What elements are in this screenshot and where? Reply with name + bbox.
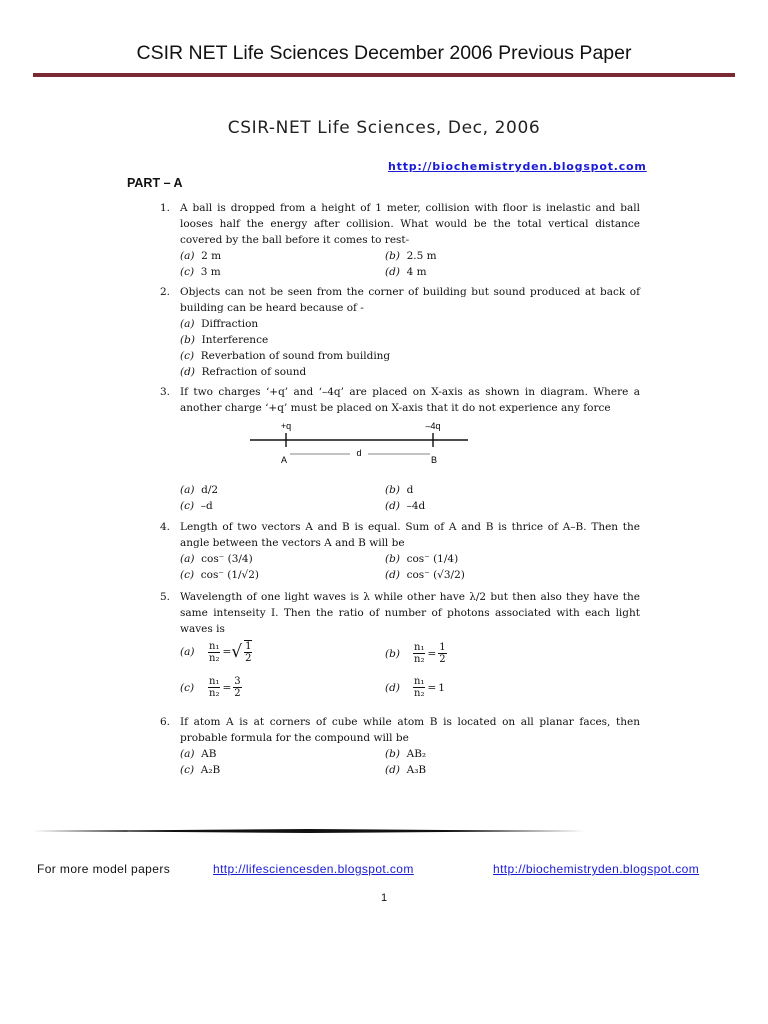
question-5 [160, 589, 640, 637]
option-a: (a) cos⁻ (3/4) [180, 553, 253, 565]
option-b: (b) AB₂ [385, 748, 427, 760]
option-d: (d) –4d [385, 500, 426, 512]
option-b: (b) cos⁻ (1/4) [385, 553, 459, 565]
option-d: (d) $\frac{\text{n₁}}{\text{n₂}}$ = 1 [385, 676, 445, 699]
footer-rule [33, 829, 585, 833]
question-number: 3. [160, 386, 171, 398]
question-3 [160, 384, 640, 416]
question-text: Objects can not be seen from the corner of building but sound produced at back of building can be heard because of - [180, 286, 640, 314]
footer-link-biochemistry [493, 862, 699, 876]
footer-label: For more model papers [37, 862, 171, 876]
page-number: 1 [380, 892, 388, 904]
question-number: 2. [160, 286, 171, 298]
option-c: (c) A₂B [180, 764, 221, 776]
question-text: If two charges ‘+q’ and ‘–4q’ are placed on X-axis as shown in diagram. Where a another charge ‘+q’ must be placed on X-axis that it do not experience any force [180, 386, 640, 414]
option-b: (b) 2.5 m [385, 250, 437, 262]
option-b: (b) Interference [180, 334, 269, 346]
question-text: Wavelength of one light waves is λ while other have λ/2 but then also they have the same intenseity I. Then the ratio of number of photons associated with each light waves is [180, 591, 640, 635]
document-title: CSIR-NET Life Sciences, Dec, 2006 [227, 118, 541, 138]
right-charge-label: –4q [425, 421, 441, 431]
option-c: (c) 3 m [180, 266, 221, 278]
question-text: Length of two vectors A and B is equal. Sum of A and B is thrice of A–B. Then the angle between the vectors A and B will be [180, 521, 640, 549]
option-c: (c) Reverbation of sound from building [180, 350, 391, 362]
options [180, 316, 640, 380]
question-4 [160, 519, 640, 583]
option-b: (b) d [385, 484, 414, 496]
point-a-label: A [280, 455, 288, 465]
lifesciences-link[interactable]: http://lifesciencesden.blogspot.com [213, 862, 414, 876]
option-b: (b) $\frac{\text{n₁}}{\text{n₂}}$ = $\frac{1}{2}$ [385, 642, 446, 665]
options [180, 746, 640, 778]
option-a: (a) d/2 [180, 484, 219, 496]
options [180, 551, 640, 583]
option-d: (d) cos⁻ (√3/2) [385, 569, 465, 581]
option-c: (c) –d [180, 500, 213, 512]
option-a: (a) 2 m [180, 250, 222, 262]
option-d: (d) Refraction of sound [180, 366, 307, 378]
part-heading: PART – A [127, 176, 183, 190]
header-rule [33, 73, 735, 77]
charge-diagram [250, 418, 470, 468]
question-number: 5. [160, 591, 171, 603]
question-6 [160, 714, 640, 778]
question-text: If atom A is at corners of cube while atom B is located on all planar faces, then probable formula for the compound will be [180, 716, 640, 744]
options [180, 482, 640, 514]
header-title: CSIR NET Life Sciences December 2006 Previous Paper [136, 42, 632, 64]
option-c: (c) cos⁻ (1/√2) [180, 569, 260, 581]
option-c: (c) $\frac{\text{n₁}}{\text{n₂}}$ = $\frac{3}{2}$ [180, 676, 241, 699]
option-d: (d) 4 m [385, 266, 427, 278]
point-b-label: B [430, 455, 438, 465]
left-charge-label: +q [280, 421, 292, 431]
biochemistry-link[interactable]: http://biochemistryden.blogspot.com [493, 862, 700, 876]
question-2 [160, 284, 640, 380]
question-number: 6. [160, 716, 171, 728]
distance-label: d [356, 448, 362, 458]
question-text: A ball is dropped from a height of 1 meter, collision with floor is inelastic and ball looses half the energy after collision. What would be the total vertical distance covered by the ball before it comes to rest- [180, 202, 640, 246]
footer-link-lifesciences [213, 862, 414, 876]
option-a: (a) $\frac{\text{n₁}}{\text{n₂}}$ = √ $\frac{1}{2}$ [180, 640, 252, 664]
option-d: (d) A₃B [385, 764, 427, 776]
option-a: (a) Diffraction [180, 318, 259, 330]
options [180, 248, 640, 280]
question-number: 4. [160, 521, 171, 533]
question-3-options [160, 482, 640, 514]
question-1 [160, 200, 640, 280]
blog-link[interactable]: http://biochemistryden.blogspot.com [388, 160, 647, 173]
question-number: 1. [160, 202, 171, 214]
page-header [0, 0, 768, 80]
option-a: (a) AB [180, 748, 217, 760]
